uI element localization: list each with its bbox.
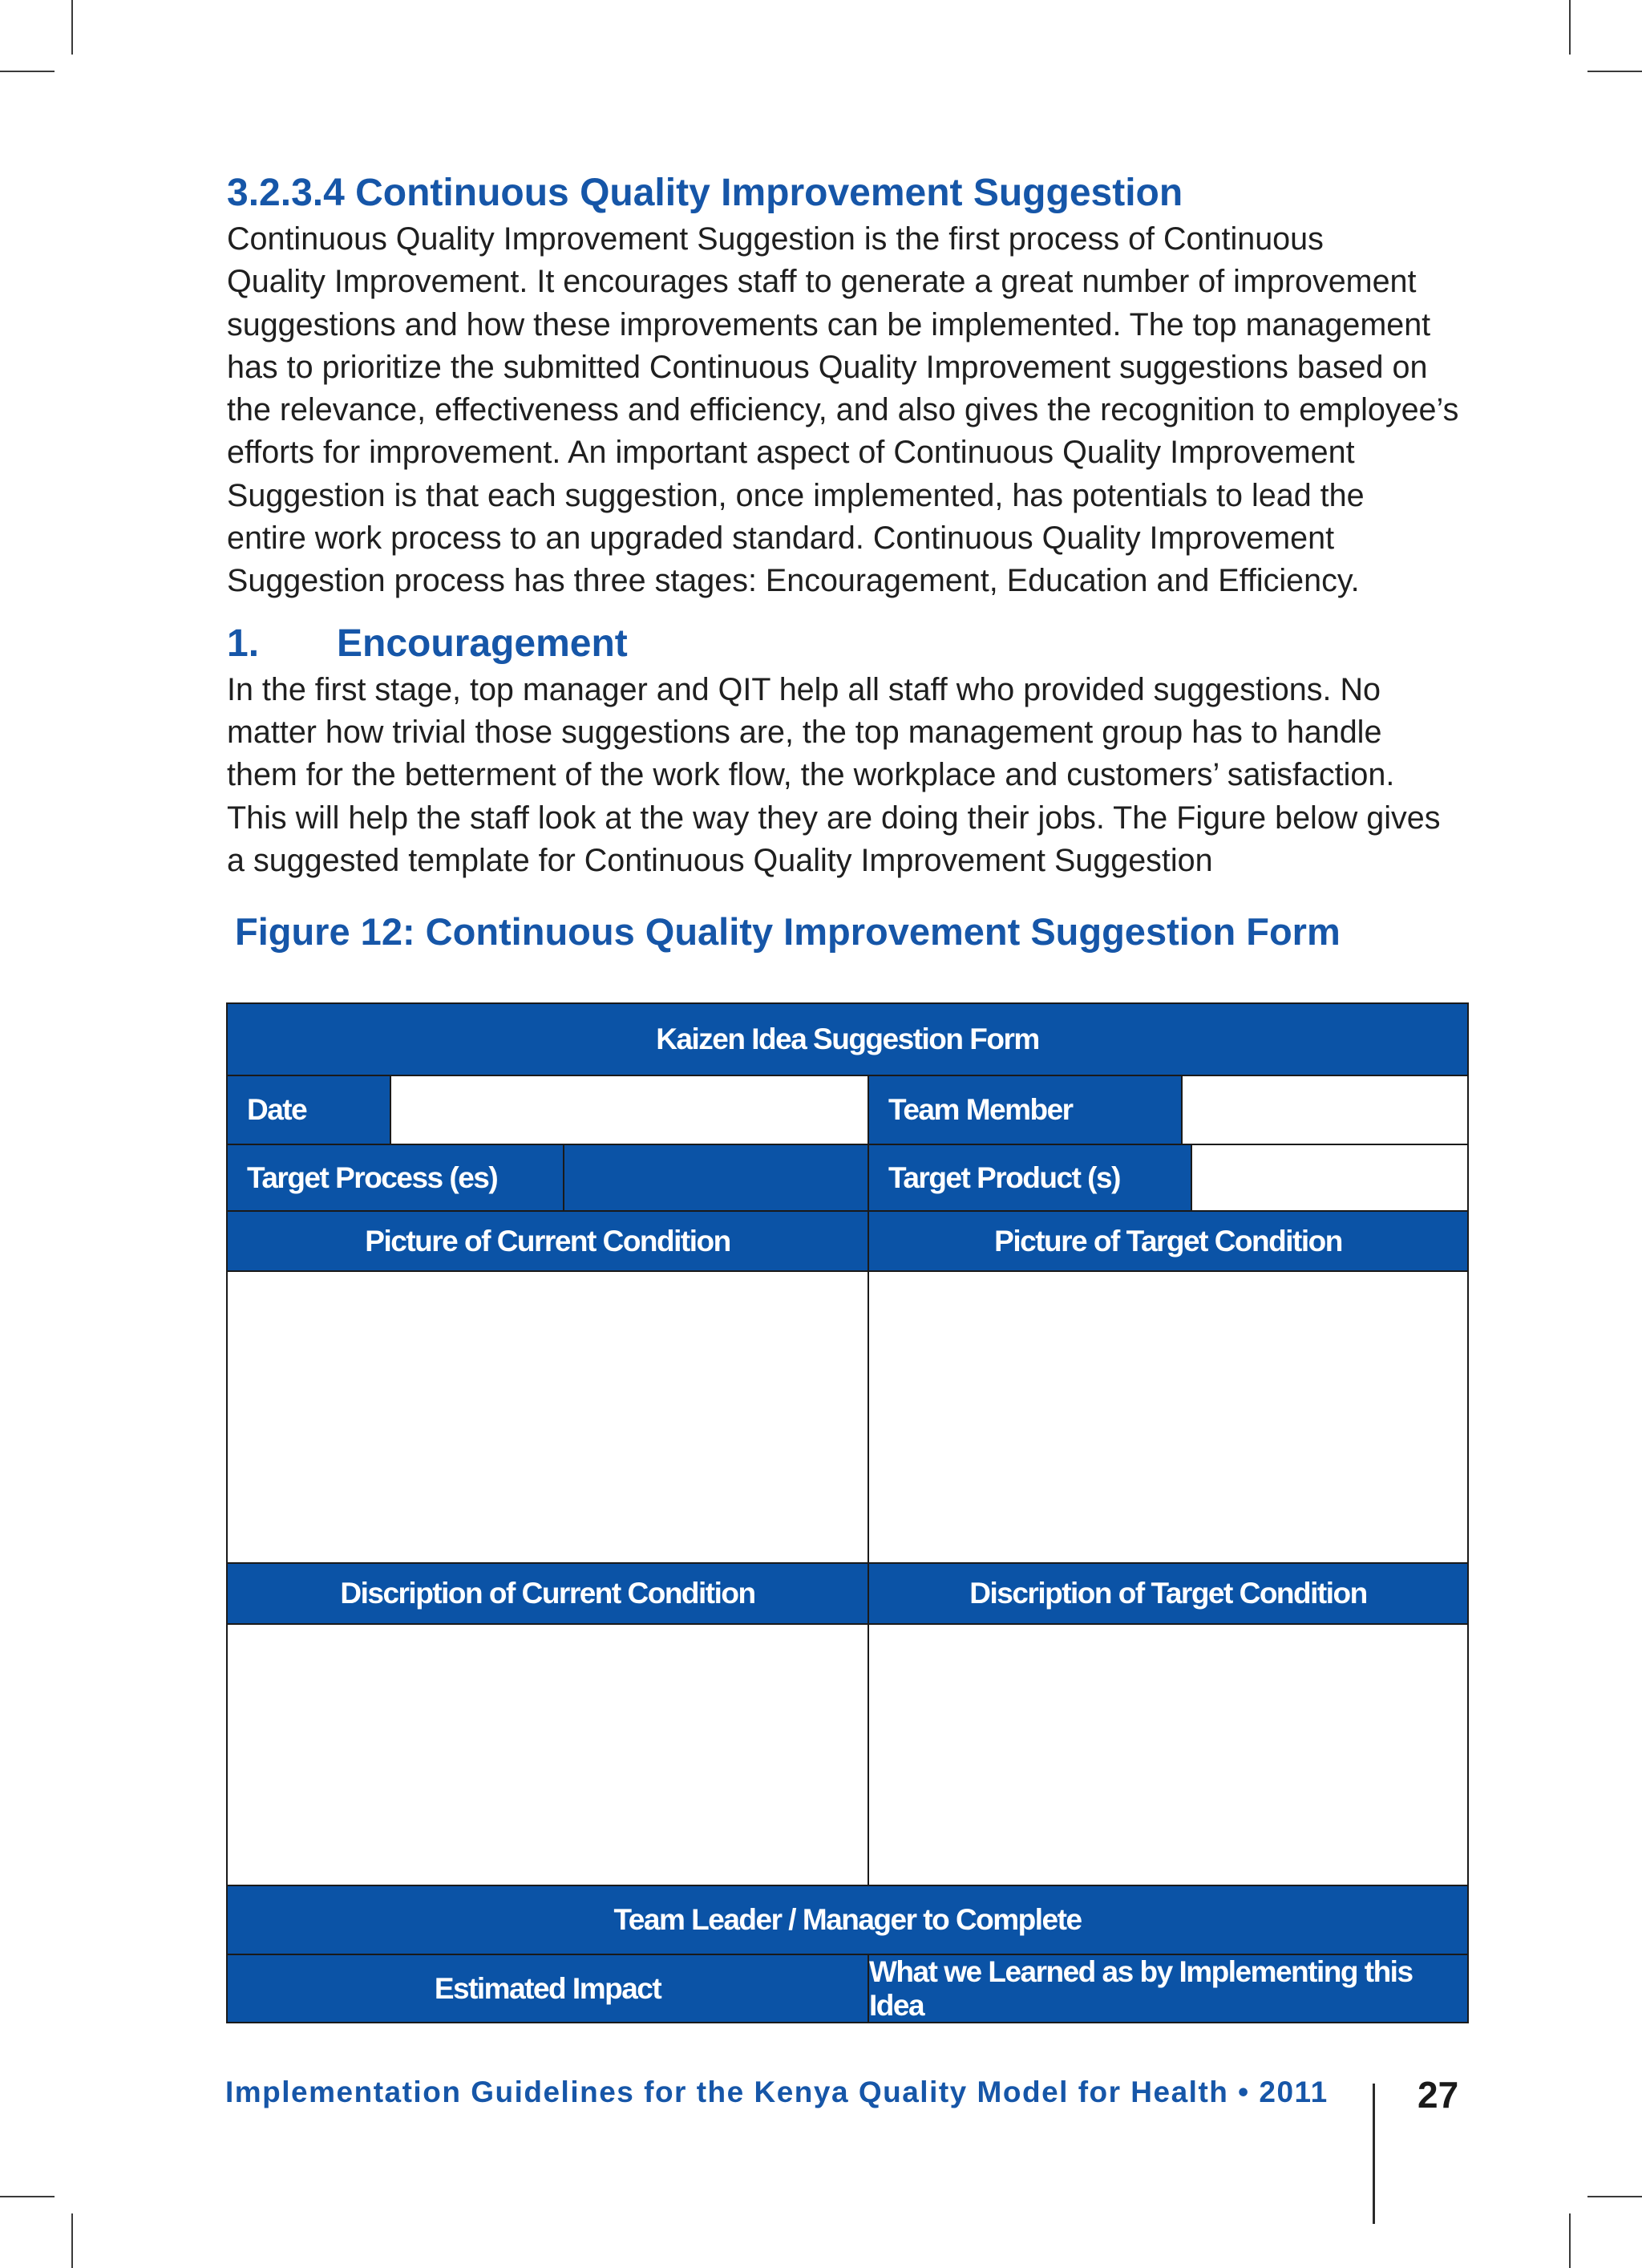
target-product-label: Target Product (s) xyxy=(869,1145,1192,1212)
description-current-area[interactable] xyxy=(228,1625,869,1886)
body-line: a suggested template for Continuous Quality Improvement Suggestion xyxy=(227,842,1213,878)
encouragement-title: Encouragement xyxy=(337,622,628,665)
crop-mark xyxy=(1569,2213,1571,2268)
body-line: them for the betterment of the work flow, the workplace and customers’ satisfaction. xyxy=(227,757,1395,793)
body-line: Suggestion process has three stages: Encouragement, Education and Efficiency. xyxy=(227,563,1360,599)
page-content xyxy=(227,168,1470,956)
figure-title: Figure 12: Continuous Quality Improvement Suggestion Form xyxy=(235,910,1341,954)
footer-divider xyxy=(1373,2084,1375,2224)
body-line: entire work process to an upgraded standard. Continuous Quality Improvement xyxy=(227,520,1335,557)
team-member-label: Team Member xyxy=(869,1076,1183,1145)
learned-header: What we Learned as by Implementing this Idea xyxy=(869,1955,1467,2022)
crop-mark xyxy=(1569,0,1571,55)
date-label: Date xyxy=(228,1076,391,1145)
description-target-header: Discription of Target Condition xyxy=(869,1564,1467,1625)
section-body xyxy=(227,218,1470,603)
picture-current-area[interactable] xyxy=(228,1272,869,1564)
body-line: In the first stage, top manager and QIT help all staff who provided suggestions. No xyxy=(227,671,1381,707)
page-number: 27 xyxy=(1418,2074,1459,2116)
body-line: matter how trivial those suggestions are, the top management group has to handle xyxy=(227,714,1382,750)
crop-mark xyxy=(71,2213,73,2268)
crop-mark xyxy=(1587,71,1642,72)
body-line: suggestions and how these improvements can be implemented. The top management xyxy=(227,306,1431,342)
picture-target-area[interactable] xyxy=(869,1272,1467,1564)
body-line: the relevance, effectiveness and efficiency, and also gives the recognition to employee’s xyxy=(227,392,1459,428)
body-line: has to prioritize the submitted Continuous Quality Improvement suggestions based on xyxy=(227,349,1428,385)
target-product-field[interactable] xyxy=(1192,1145,1467,1212)
encouragement-number: 1. xyxy=(227,622,260,665)
form-title: Kaizen Idea Suggestion Form xyxy=(228,1004,1467,1076)
crop-mark xyxy=(0,2196,55,2197)
target-process-label: Target Process (es) xyxy=(228,1145,564,1212)
date-field[interactable] xyxy=(391,1076,869,1145)
description-current-header: Discription of Current Condition xyxy=(228,1564,869,1625)
estimated-impact-header: Estimated Impact xyxy=(228,1955,869,2022)
body-line: efforts for improvement. An important aspect of Continuous Quality Improvement xyxy=(227,435,1355,471)
target-process-field[interactable] xyxy=(564,1145,869,1212)
team-member-field[interactable] xyxy=(1183,1076,1467,1145)
body-line: Suggestion is that each suggestion, once implemented, has potentials to lead the xyxy=(227,477,1365,513)
kaizen-form xyxy=(226,1002,1469,2023)
encouragement-body xyxy=(227,669,1470,882)
body-line: Quality Improvement. It encourages staff to generate a great number of improvement xyxy=(227,264,1417,300)
description-target-area[interactable] xyxy=(869,1625,1467,1886)
body-line: Continuous Quality Improvement Suggestion is the first process of Continuous xyxy=(227,221,1324,257)
picture-target-header: Picture of Target Condition xyxy=(869,1212,1467,1272)
picture-current-header: Picture of Current Condition xyxy=(228,1212,869,1272)
encouragement-heading xyxy=(227,619,1470,669)
leader-section-header: Team Leader / Manager to Complete xyxy=(228,1886,1467,1955)
crop-mark xyxy=(1587,2196,1642,2197)
crop-mark xyxy=(71,0,73,55)
footer-title: Implementation Guidelines for the Kenya Quality Model for Health • 2011 xyxy=(225,2076,1329,2108)
body-line: This will help the staff look at the way they are doing their jobs. The Figure below gives xyxy=(227,800,1441,836)
crop-mark xyxy=(0,71,55,72)
section-heading: 3.2.3.4 Continuous Quality Improvement Suggestion xyxy=(227,172,1183,214)
